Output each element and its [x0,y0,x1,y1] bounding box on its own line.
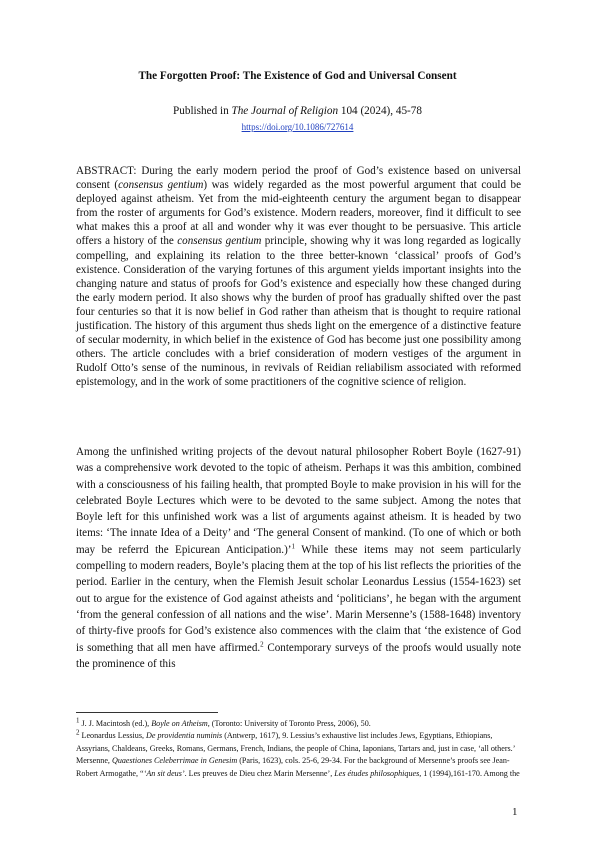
abstract-text: ) was widely regarded as the most powerful argument that could be deployed against atheism. Yet from the mid-eighteenth century the argument began to disappear from the roster of arguments for God’s existence. Modern readers, moreover, find it difficult to see what makes this a proof at all and wonder why it was ever thought to be persuasive. This article offers a history of the [76,179,522,248]
footnote-title: Quaestiones Celeberrimae in Genesim [111,756,238,766]
abstract-text: ABSTRACT: During the early modern period the proof of God’s existence based on universal consent ( [76,165,521,192]
footnote-title: Boyle on Atheism [151,719,208,728]
body-text: Among the unfinished writing projects of the devout natural philosopher Robert Boyle (1627-91) was a comprehensive work devoted to the topic of atheism. Perhaps it was this ambition, combined with a consciousness of his failing health, that prompted Boyle to make provision in his will for the celebrated Boyle Lectures which were to be devoted to the same subject. Among the notes that Boyle left for this unfinished work was a list of arguments against atheism. It is headed by two items: ‘The innate Idea of a Deity’ and ‘The general Consent of mankind. (To one of which or both may be referrd the Epicurean Anticipation.)’ [76,446,521,556]
journal-name: The Journal of Religion [231,105,339,117]
footnote-text: (Antwerp, 1617), 9. Lessius’s exhaustive list includes Jews, Egyptians, Ethiopians, Assyrians, Chaldeans, Greeks, Romans, Germans, French, Indians, the people of China, Iaponians, Tartars and, just in case, ‘all others.’ Mersenne, [76,731,515,766]
footnote-title: ‘An sit deus’ [143,768,185,778]
footnote-text: J. J. Macintosh (ed.), [79,719,152,728]
paper-title: The Forgotten Proof: The Existence of God and Universal Consent [138,70,457,82]
publication-prefix: Published in [173,105,232,117]
footnote-title: De providentia numinis [146,731,223,741]
abstract-text: principle, showing why it was long regarded as logically compelling, and explaining its relation to the three better-known ‘classical’ proofs of God’s existence. Consideration of the varying fortunes of this argument yields important insights into the changing nature and status of proofs for God’s existence and especially how these changed during the early modern period. It also shows why the burden of proof has gradually shifted over the past four centuries so that it is now belief in God rather than atheism that is thought to require rational justification. The history of this argument thus sheds light on the emergence of a distinctive feature of secular modernity, in which belief in the existence of God has become just one possibility among others. The article concludes with a brief consideration of modern vestiges of the argument in Rudolf Otto’s sense of the numinous, in revivals of Reidian reliabilism associated with reformed epistemology, and in the work of some practitioners of the cognitive science of religion. [76,235,521,389]
page-number: 1 [512,806,518,818]
abstract-term: consensus gentium [118,179,204,192]
publication-details: 104 (2024), 45-78 [338,105,422,117]
footnote-text: (Paris, 1623), cols. 25-6, 29-34. For the background of Mersenne’s proofs see Jean-Robert Armogathe, “ [76,756,510,778]
footnote [76,730,521,780]
footnotes [76,718,521,780]
footnote-text: . Les preuves de Dieu chez Marin Mersenne’, [184,768,335,778]
footnote [76,718,521,730]
footnote-ref[interactable]: 1 [291,542,295,551]
footnote-divider [76,712,218,713]
footnote-text: , 1 (1994),161-170. Among the [419,768,520,778]
body-text: Contemporary surveys of the proofs would usually note the prominence of this [76,641,521,670]
body-text: While these items may not seem particularly compelling to modern readers, Boyle’s placing them at the top of his list reflects the priorities of the period. Earlier in the century, when the Flemish Jesuit scholar Leonardus Lessius (1554-1623) set out to argue for the existence of God against atheists and ‘politicians’, he began with the argument ‘from the general confession of all nations and the wise’. Marin Mersenne’s (1588-1648) inventory of thirty-five proofs for God’s existence also commences with the claim that ‘the existence of God is something that all men have affirmed. [76,543,521,654]
publication-line [0,105,595,117]
footnote-ref[interactable]: 2 [260,639,264,648]
footnote-number: 2 [76,728,80,737]
footnote-title: Les études philosophiques [334,768,420,778]
footnote-number: 1 [76,716,80,725]
abstract [76,164,521,390]
footnote-text: , (Toronto: University of Toronto Press, 2006), 50. [207,719,371,728]
abstract-term: consensus gentium [177,235,262,248]
doi-link[interactable]: https://doi.org/10.1086/727614 [241,122,354,132]
footnote-text: Leonardus Lessius, [79,731,147,741]
body-paragraph [76,444,521,672]
